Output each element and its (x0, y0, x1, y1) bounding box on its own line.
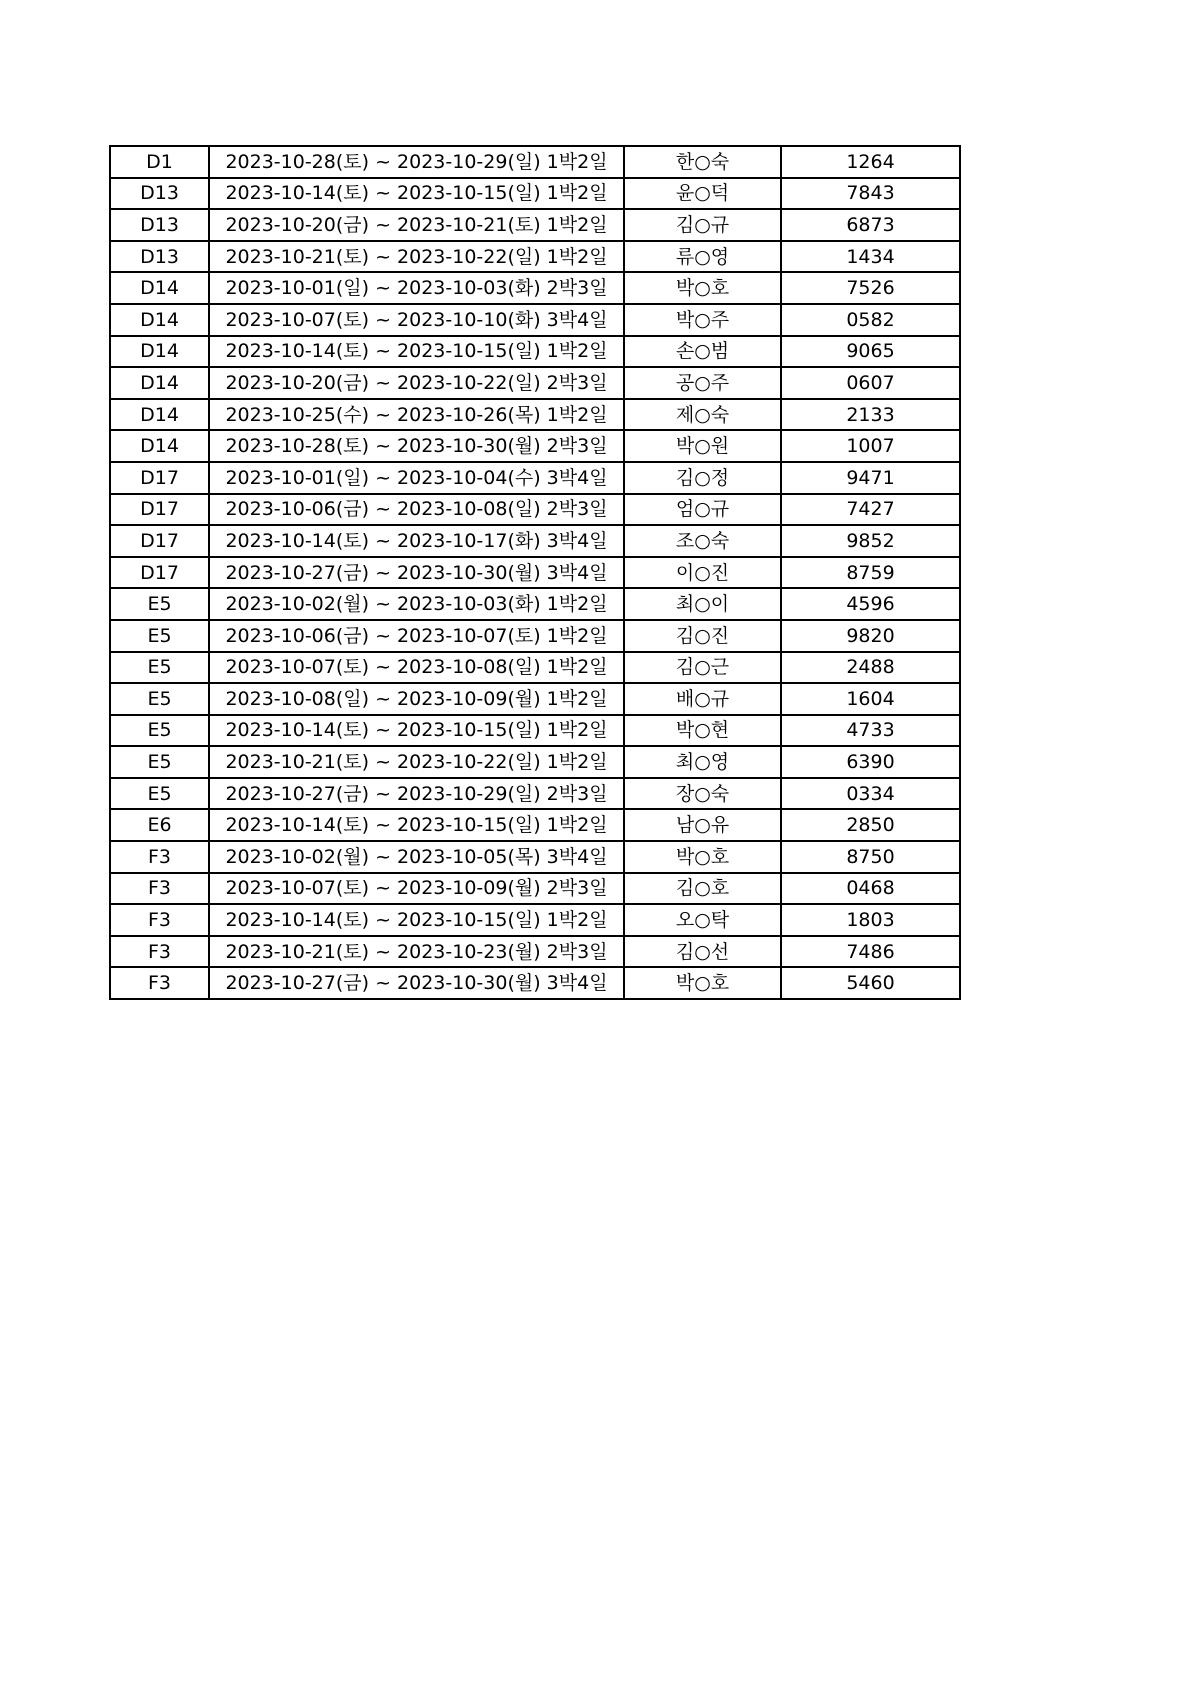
room-cell: D14 (110, 336, 209, 368)
stay-period-cell: 2023-10-14(토) ~ 2023-10-15(일) 1박2일 (209, 178, 624, 210)
table-row (110, 778, 960, 810)
table-row (110, 588, 960, 620)
guest-name-cell: 김○진 (624, 620, 781, 652)
room-cell: E5 (110, 715, 209, 747)
stay-period-cell: 2023-10-14(토) ~ 2023-10-15(일) 1박2일 (209, 904, 624, 936)
reservation-code-cell: 1604 (781, 683, 960, 715)
room-cell: D17 (110, 494, 209, 526)
guest-name-cell: 류○영 (624, 241, 781, 273)
table-row (110, 272, 960, 304)
room-cell: D13 (110, 241, 209, 273)
reservation-code-cell: 0334 (781, 778, 960, 810)
reservation-code-cell: 9852 (781, 525, 960, 557)
stay-period-cell: 2023-10-20(금) ~ 2023-10-22(일) 2박3일 (209, 367, 624, 399)
reservation-code-cell: 2133 (781, 399, 960, 431)
table-row (110, 841, 960, 873)
room-cell: F3 (110, 936, 209, 968)
stay-period-cell: 2023-10-07(토) ~ 2023-10-08(일) 1박2일 (209, 652, 624, 684)
reservation-table (109, 145, 961, 1000)
table-row (110, 178, 960, 210)
guest-name-cell: 김○선 (624, 936, 781, 968)
room-cell: D14 (110, 304, 209, 336)
guest-name-cell: 손○범 (624, 336, 781, 368)
table-row (110, 494, 960, 526)
reservation-code-cell: 7843 (781, 178, 960, 210)
room-cell: E5 (110, 652, 209, 684)
room-cell: D14 (110, 367, 209, 399)
room-cell: D1 (110, 146, 209, 178)
reservation-code-cell: 1264 (781, 146, 960, 178)
stay-period-cell: 2023-10-27(금) ~ 2023-10-30(월) 3박4일 (209, 967, 624, 999)
reservation-code-cell: 9065 (781, 336, 960, 368)
stay-period-cell: 2023-10-21(토) ~ 2023-10-23(월) 2박3일 (209, 936, 624, 968)
reservation-code-cell: 5460 (781, 967, 960, 999)
stay-period-cell: 2023-10-20(금) ~ 2023-10-21(토) 1박2일 (209, 209, 624, 241)
table-row (110, 873, 960, 905)
room-cell: F3 (110, 904, 209, 936)
reservation-code-cell: 8750 (781, 841, 960, 873)
reservation-code-cell: 4733 (781, 715, 960, 747)
table-row (110, 209, 960, 241)
stay-period-cell: 2023-10-06(금) ~ 2023-10-08(일) 2박3일 (209, 494, 624, 526)
room-cell: D14 (110, 272, 209, 304)
guest-name-cell: 조○숙 (624, 525, 781, 557)
room-cell: E5 (110, 620, 209, 652)
guest-name-cell: 윤○덕 (624, 178, 781, 210)
reservation-code-cell: 9820 (781, 620, 960, 652)
room-cell: D13 (110, 209, 209, 241)
room-cell: F3 (110, 967, 209, 999)
room-cell: D14 (110, 399, 209, 431)
reservation-code-cell: 7427 (781, 494, 960, 526)
reservation-code-cell: 9471 (781, 462, 960, 494)
room-cell: F3 (110, 841, 209, 873)
table-row (110, 462, 960, 494)
table-row (110, 146, 960, 178)
table-row (110, 683, 960, 715)
stay-period-cell: 2023-10-14(토) ~ 2023-10-15(일) 1박2일 (209, 809, 624, 841)
table-row (110, 399, 960, 431)
reservation-code-cell: 0468 (781, 873, 960, 905)
stay-period-cell: 2023-10-28(토) ~ 2023-10-29(일) 1박2일 (209, 146, 624, 178)
room-cell: E5 (110, 588, 209, 620)
stay-period-cell: 2023-10-01(일) ~ 2023-10-04(수) 3박4일 (209, 462, 624, 494)
stay-period-cell: 2023-10-14(토) ~ 2023-10-15(일) 1박2일 (209, 715, 624, 747)
guest-name-cell: 오○탁 (624, 904, 781, 936)
stay-period-cell: 2023-10-27(금) ~ 2023-10-30(월) 3박4일 (209, 557, 624, 589)
table-row (110, 967, 960, 999)
guest-name-cell: 김○정 (624, 462, 781, 494)
reservation-code-cell: 2850 (781, 809, 960, 841)
stay-period-cell: 2023-10-08(일) ~ 2023-10-09(월) 1박2일 (209, 683, 624, 715)
stay-period-cell: 2023-10-07(토) ~ 2023-10-09(월) 2박3일 (209, 873, 624, 905)
guest-name-cell: 이○진 (624, 557, 781, 589)
table-row (110, 936, 960, 968)
guest-name-cell: 남○유 (624, 809, 781, 841)
stay-period-cell: 2023-10-07(토) ~ 2023-10-10(화) 3박4일 (209, 304, 624, 336)
stay-period-cell: 2023-10-06(금) ~ 2023-10-07(토) 1박2일 (209, 620, 624, 652)
reservation-code-cell: 1803 (781, 904, 960, 936)
guest-name-cell: 엄○규 (624, 494, 781, 526)
guest-name-cell: 김○규 (624, 209, 781, 241)
stay-period-cell: 2023-10-21(토) ~ 2023-10-22(일) 1박2일 (209, 746, 624, 778)
reservation-code-cell: 6390 (781, 746, 960, 778)
table-row (110, 652, 960, 684)
stay-period-cell: 2023-10-14(토) ~ 2023-10-17(화) 3박4일 (209, 525, 624, 557)
table-row (110, 430, 960, 462)
table-row (110, 746, 960, 778)
table-row (110, 809, 960, 841)
stay-period-cell: 2023-10-21(토) ~ 2023-10-22(일) 1박2일 (209, 241, 624, 273)
reservation-code-cell: 2488 (781, 652, 960, 684)
room-cell: D17 (110, 462, 209, 494)
table-row (110, 715, 960, 747)
reservation-table-body (110, 146, 960, 999)
reservation-code-cell: 0582 (781, 304, 960, 336)
reservation-code-cell: 4596 (781, 588, 960, 620)
guest-name-cell: 최○영 (624, 746, 781, 778)
room-cell: F3 (110, 873, 209, 905)
guest-name-cell: 박○주 (624, 304, 781, 336)
guest-name-cell: 박○호 (624, 272, 781, 304)
table-row (110, 304, 960, 336)
guest-name-cell: 박○원 (624, 430, 781, 462)
guest-name-cell: 한○숙 (624, 146, 781, 178)
guest-name-cell: 최○이 (624, 588, 781, 620)
table-row (110, 525, 960, 557)
stay-period-cell: 2023-10-27(금) ~ 2023-10-29(일) 2박3일 (209, 778, 624, 810)
reservation-code-cell: 1434 (781, 241, 960, 273)
reservation-code-cell: 7486 (781, 936, 960, 968)
guest-name-cell: 제○숙 (624, 399, 781, 431)
guest-name-cell: 장○숙 (624, 778, 781, 810)
room-cell: E6 (110, 809, 209, 841)
guest-name-cell: 공○주 (624, 367, 781, 399)
guest-name-cell: 박○호 (624, 967, 781, 999)
stay-period-cell: 2023-10-14(토) ~ 2023-10-15(일) 1박2일 (209, 336, 624, 368)
stay-period-cell: 2023-10-01(일) ~ 2023-10-03(화) 2박3일 (209, 272, 624, 304)
table-row (110, 904, 960, 936)
reservation-code-cell: 7526 (781, 272, 960, 304)
room-cell: D13 (110, 178, 209, 210)
reservation-code-cell: 1007 (781, 430, 960, 462)
table-row (110, 620, 960, 652)
table-row (110, 241, 960, 273)
guest-name-cell: 김○근 (624, 652, 781, 684)
room-cell: E5 (110, 683, 209, 715)
reservation-code-cell: 8759 (781, 557, 960, 589)
guest-name-cell: 배○규 (624, 683, 781, 715)
stay-period-cell: 2023-10-28(토) ~ 2023-10-30(월) 2박3일 (209, 430, 624, 462)
room-cell: E5 (110, 778, 209, 810)
room-cell: D17 (110, 557, 209, 589)
stay-period-cell: 2023-10-25(수) ~ 2023-10-26(목) 1박2일 (209, 399, 624, 431)
reservation-code-cell: 6873 (781, 209, 960, 241)
guest-name-cell: 박○호 (624, 841, 781, 873)
guest-name-cell: 박○현 (624, 715, 781, 747)
room-cell: D14 (110, 430, 209, 462)
stay-period-cell: 2023-10-02(월) ~ 2023-10-03(화) 1박2일 (209, 588, 624, 620)
room-cell: D17 (110, 525, 209, 557)
reservation-code-cell: 0607 (781, 367, 960, 399)
table-row (110, 336, 960, 368)
room-cell: E5 (110, 746, 209, 778)
stay-period-cell: 2023-10-02(월) ~ 2023-10-05(목) 3박4일 (209, 841, 624, 873)
table-row (110, 557, 960, 589)
table-row (110, 367, 960, 399)
guest-name-cell: 김○호 (624, 873, 781, 905)
